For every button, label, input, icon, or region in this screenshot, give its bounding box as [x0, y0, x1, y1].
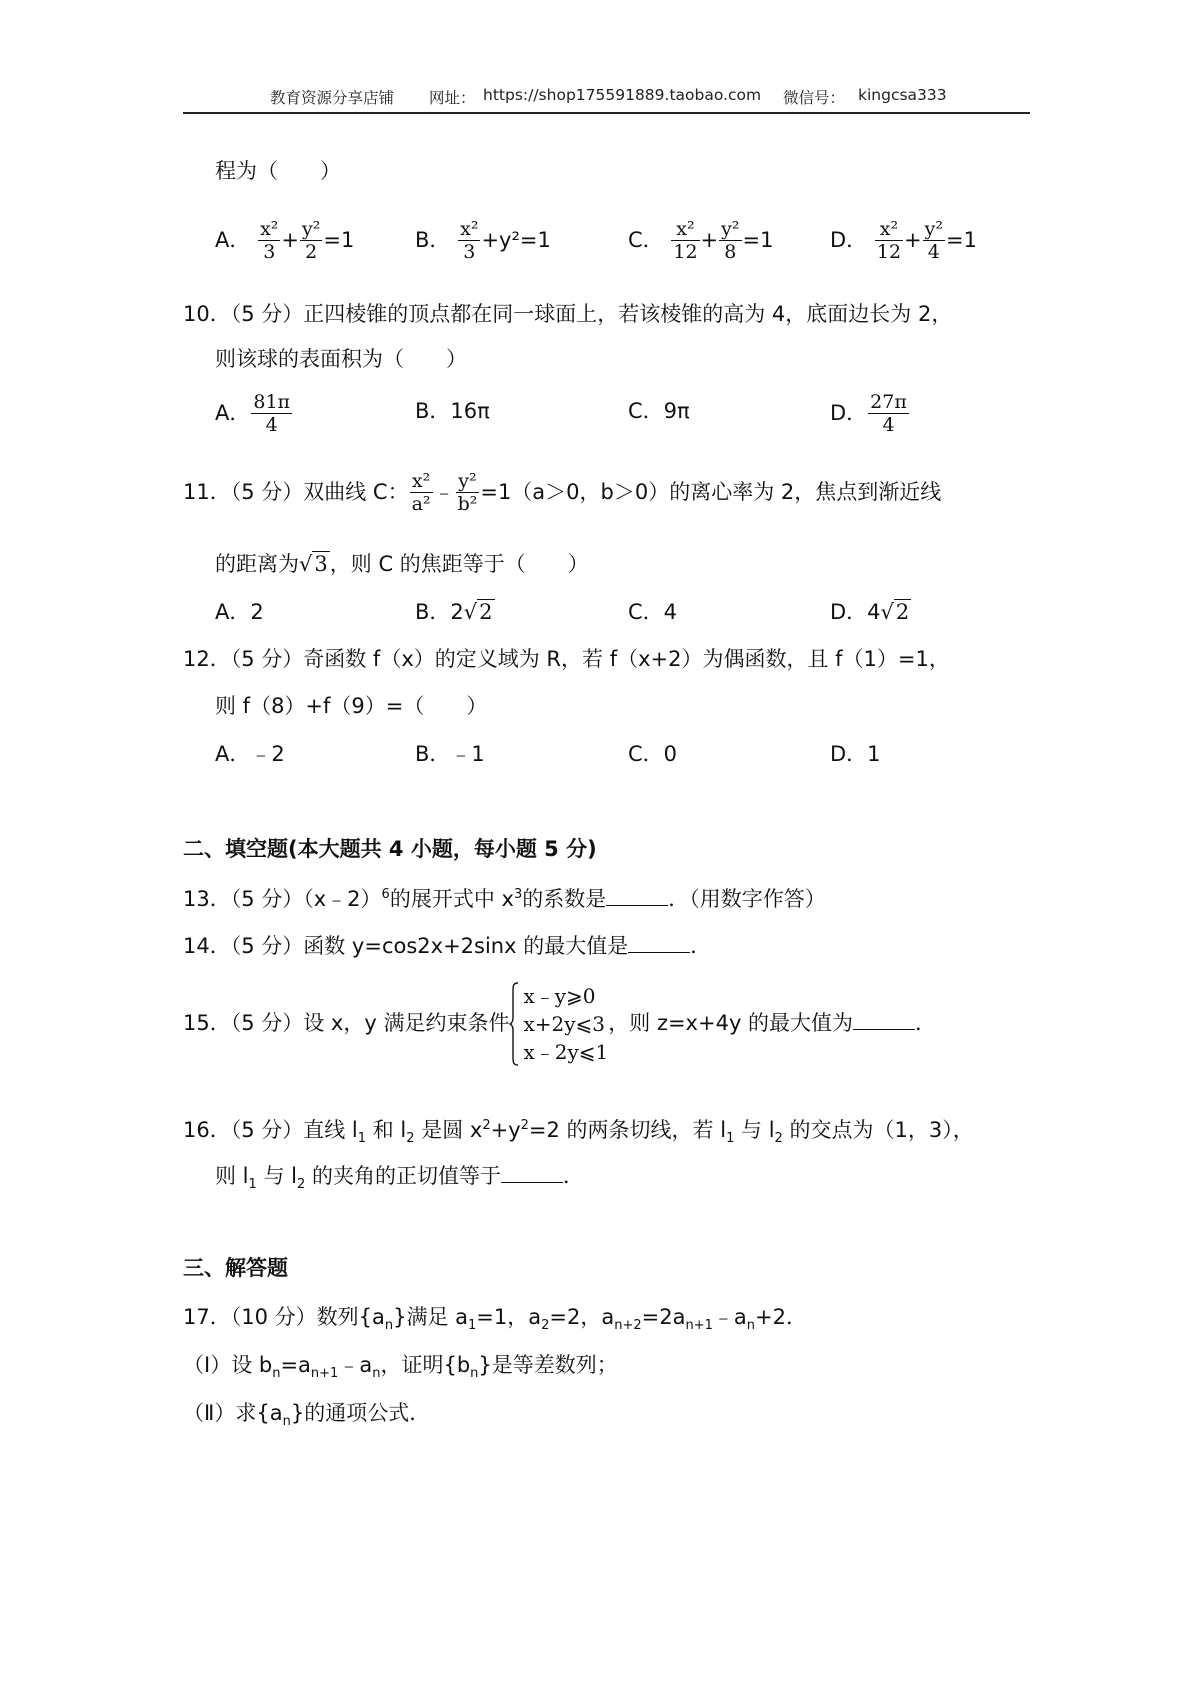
sqrt-expr: √2 — [463, 600, 493, 624]
wechat-label: 微信号： — [783, 89, 846, 107]
q12-option-b[interactable]: B．﹣1 — [415, 742, 485, 766]
option-letter: D． — [830, 228, 868, 252]
site-label: 网址： — [429, 89, 476, 107]
q9-option-d[interactable]: D． $\frac{\text{x²}}{12}$ + $\frac{\text{y²}}{4}$ =1 — [830, 218, 977, 263]
q12-line2: 则 f（8）+f（9）=（ ） — [215, 694, 488, 718]
fraction: $\frac{\text{y²}}{2}$ — [302, 218, 321, 263]
section-2-title: 二、填空题(本大题共 4 小题，每小题 5 分) — [183, 837, 597, 861]
q10-option-b[interactable]: B．16π — [415, 399, 490, 423]
section-3-title: 三、解答题 — [183, 1256, 288, 1280]
q12-option-d[interactable]: D．1 — [830, 742, 881, 766]
sqrt-expr: √2 — [880, 600, 910, 624]
q10-option-a[interactable]: A． $\frac{81\pi}{4}$ — [215, 391, 291, 436]
constraint-row: x+2y⩽3 — [523, 1012, 606, 1036]
q12-option-c[interactable]: C．0 — [628, 742, 678, 766]
constraint-row: x﹣2y⩽1 — [523, 1040, 609, 1064]
q9-tail: 程为（ ） — [215, 159, 341, 183]
sqrt-expr: √3 — [299, 552, 328, 576]
q9-option-c[interactable]: C． $\frac{\text{x²}}{12}$ + $\frac{\text{y²}}{8}$ =1 — [628, 218, 774, 263]
q11-option-c[interactable]: C．4 — [628, 600, 678, 624]
answer-blank[interactable] — [606, 883, 668, 906]
left-brace-icon — [509, 982, 519, 1066]
q11-option-b[interactable]: B．2√2 — [415, 597, 495, 627]
option-letter: A． — [215, 228, 251, 252]
q11-option-a[interactable]: A．2 — [215, 600, 264, 624]
q11-line1: 11．（5 分）双曲线 C： $\frac{\text{x²}}{\text{a²}}$ ﹣ $\frac{\text{y²}}{\text{b²}}$ =1（a＞0，b＞0）的离心率为 2，焦点到渐近线 — [183, 470, 942, 515]
site-url-link[interactable]: https://shop175591889.taobao.com — [483, 86, 762, 104]
fraction: $\frac{81\pi}{4}$ — [253, 391, 291, 436]
q17-part-1: （Ⅰ）设 $b_n=a_{n+1}﹣a_n$，证明$\{b_n\}$是等差数列； — [183, 1353, 618, 1382]
q16-line1: 16．（5 分）直线 $l_1$ 和 $l_2$ 是圆 $x^2+y^2=2$ 的两条切线，若 $l_1$ 与 $l_2$ 的交点为（1，3）， — [183, 1118, 974, 1147]
q10-option-d[interactable]: D． $\frac{27\pi}{4}$ — [830, 391, 907, 436]
q12-option-a[interactable]: A．﹣2 — [215, 742, 285, 766]
q11-option-d[interactable]: D．4√2 — [830, 597, 911, 627]
q14: 14．（5 分）函数 y=cos2x+2sinx 的最大值是 ． — [183, 930, 711, 961]
option-letter: C． — [628, 228, 664, 252]
option-letter: B． — [415, 228, 451, 252]
q13: 13．（5 分）（x﹣2）$^6$的展开式中 $x^3$的系数是 ．（用数字作答） — [183, 883, 826, 914]
fraction: $\frac{\text{y²}}{\text{b²}}$ — [457, 470, 478, 515]
fraction: $\frac{\text{x²}}{3}$ — [460, 218, 479, 263]
q12-line1: 12．（5 分）奇函数 f（x）的定义域为 R，若 f（x+2）为偶函数，且 f（1）=1， — [183, 647, 950, 671]
fraction: $\frac{27\pi}{4}$ — [870, 391, 907, 436]
q16-line2: 则 $l_1$ 与 $l_2$ 的夹角的正切值等于 ． — [215, 1160, 584, 1191]
q17-part-2: （Ⅱ）求$\{a_n\}$的通项公式． — [183, 1401, 431, 1430]
q10-option-c[interactable]: C．9π — [628, 399, 690, 423]
q9-option-b[interactable]: B． $\frac{\text{x²}}{3}$ +y²=1 — [415, 218, 551, 263]
fraction: $\frac{\text{x²}}{12}$ — [673, 218, 698, 263]
answer-blank[interactable] — [501, 1160, 563, 1183]
page-header — [183, 86, 1030, 114]
answer-blank[interactable] — [853, 1007, 915, 1030]
fraction: $\frac{\text{x²}}{\text{a²}}$ — [411, 470, 431, 515]
wechat-id: kingcsa333 — [858, 86, 947, 104]
fraction: $\frac{\text{x²}}{12}$ — [876, 218, 902, 263]
shop-name: 教育资源分享店铺 — [270, 89, 395, 107]
q9-option-a[interactable]: A． $\frac{\text{x²}}{3}$ + $\frac{\text{y²}}{2}$ =1 — [215, 218, 355, 263]
q10-line2: 则该球的表面积为（ ） — [215, 347, 467, 371]
constraint-row: x﹣y⩾0 — [523, 984, 596, 1008]
constraint-system — [509, 982, 608, 1066]
fraction: $\frac{\text{x²}}{3}$ — [260, 218, 279, 263]
q11-line2: 的距离为√3，则 C 的焦距等于（ ） — [215, 549, 589, 579]
q15: 15．（5 分）设 x，y 满足约束条件 x﹣y⩾0 x+2y⩽3 x﹣2y⩽1 ，则 z=x+4y 的最大值为 ． — [183, 984, 937, 1064]
answer-blank[interactable] — [628, 930, 690, 953]
q10-line1: 10．（5 分）正四棱锥的顶点都在同一球面上，若该棱锥的高为 4，底面边长为 2， — [183, 302, 953, 326]
fraction: $\frac{\text{y²}}{4}$ — [924, 218, 944, 263]
fraction: $\frac{\text{y²}}{8}$ — [721, 218, 740, 263]
q17-stem: 17．（10 分）数列$\{a_n\}$满足 $a_1=1$，$a_2=2$，$a_{n+2}=2a_{n+1}﹣a_n+2$． — [183, 1305, 807, 1334]
